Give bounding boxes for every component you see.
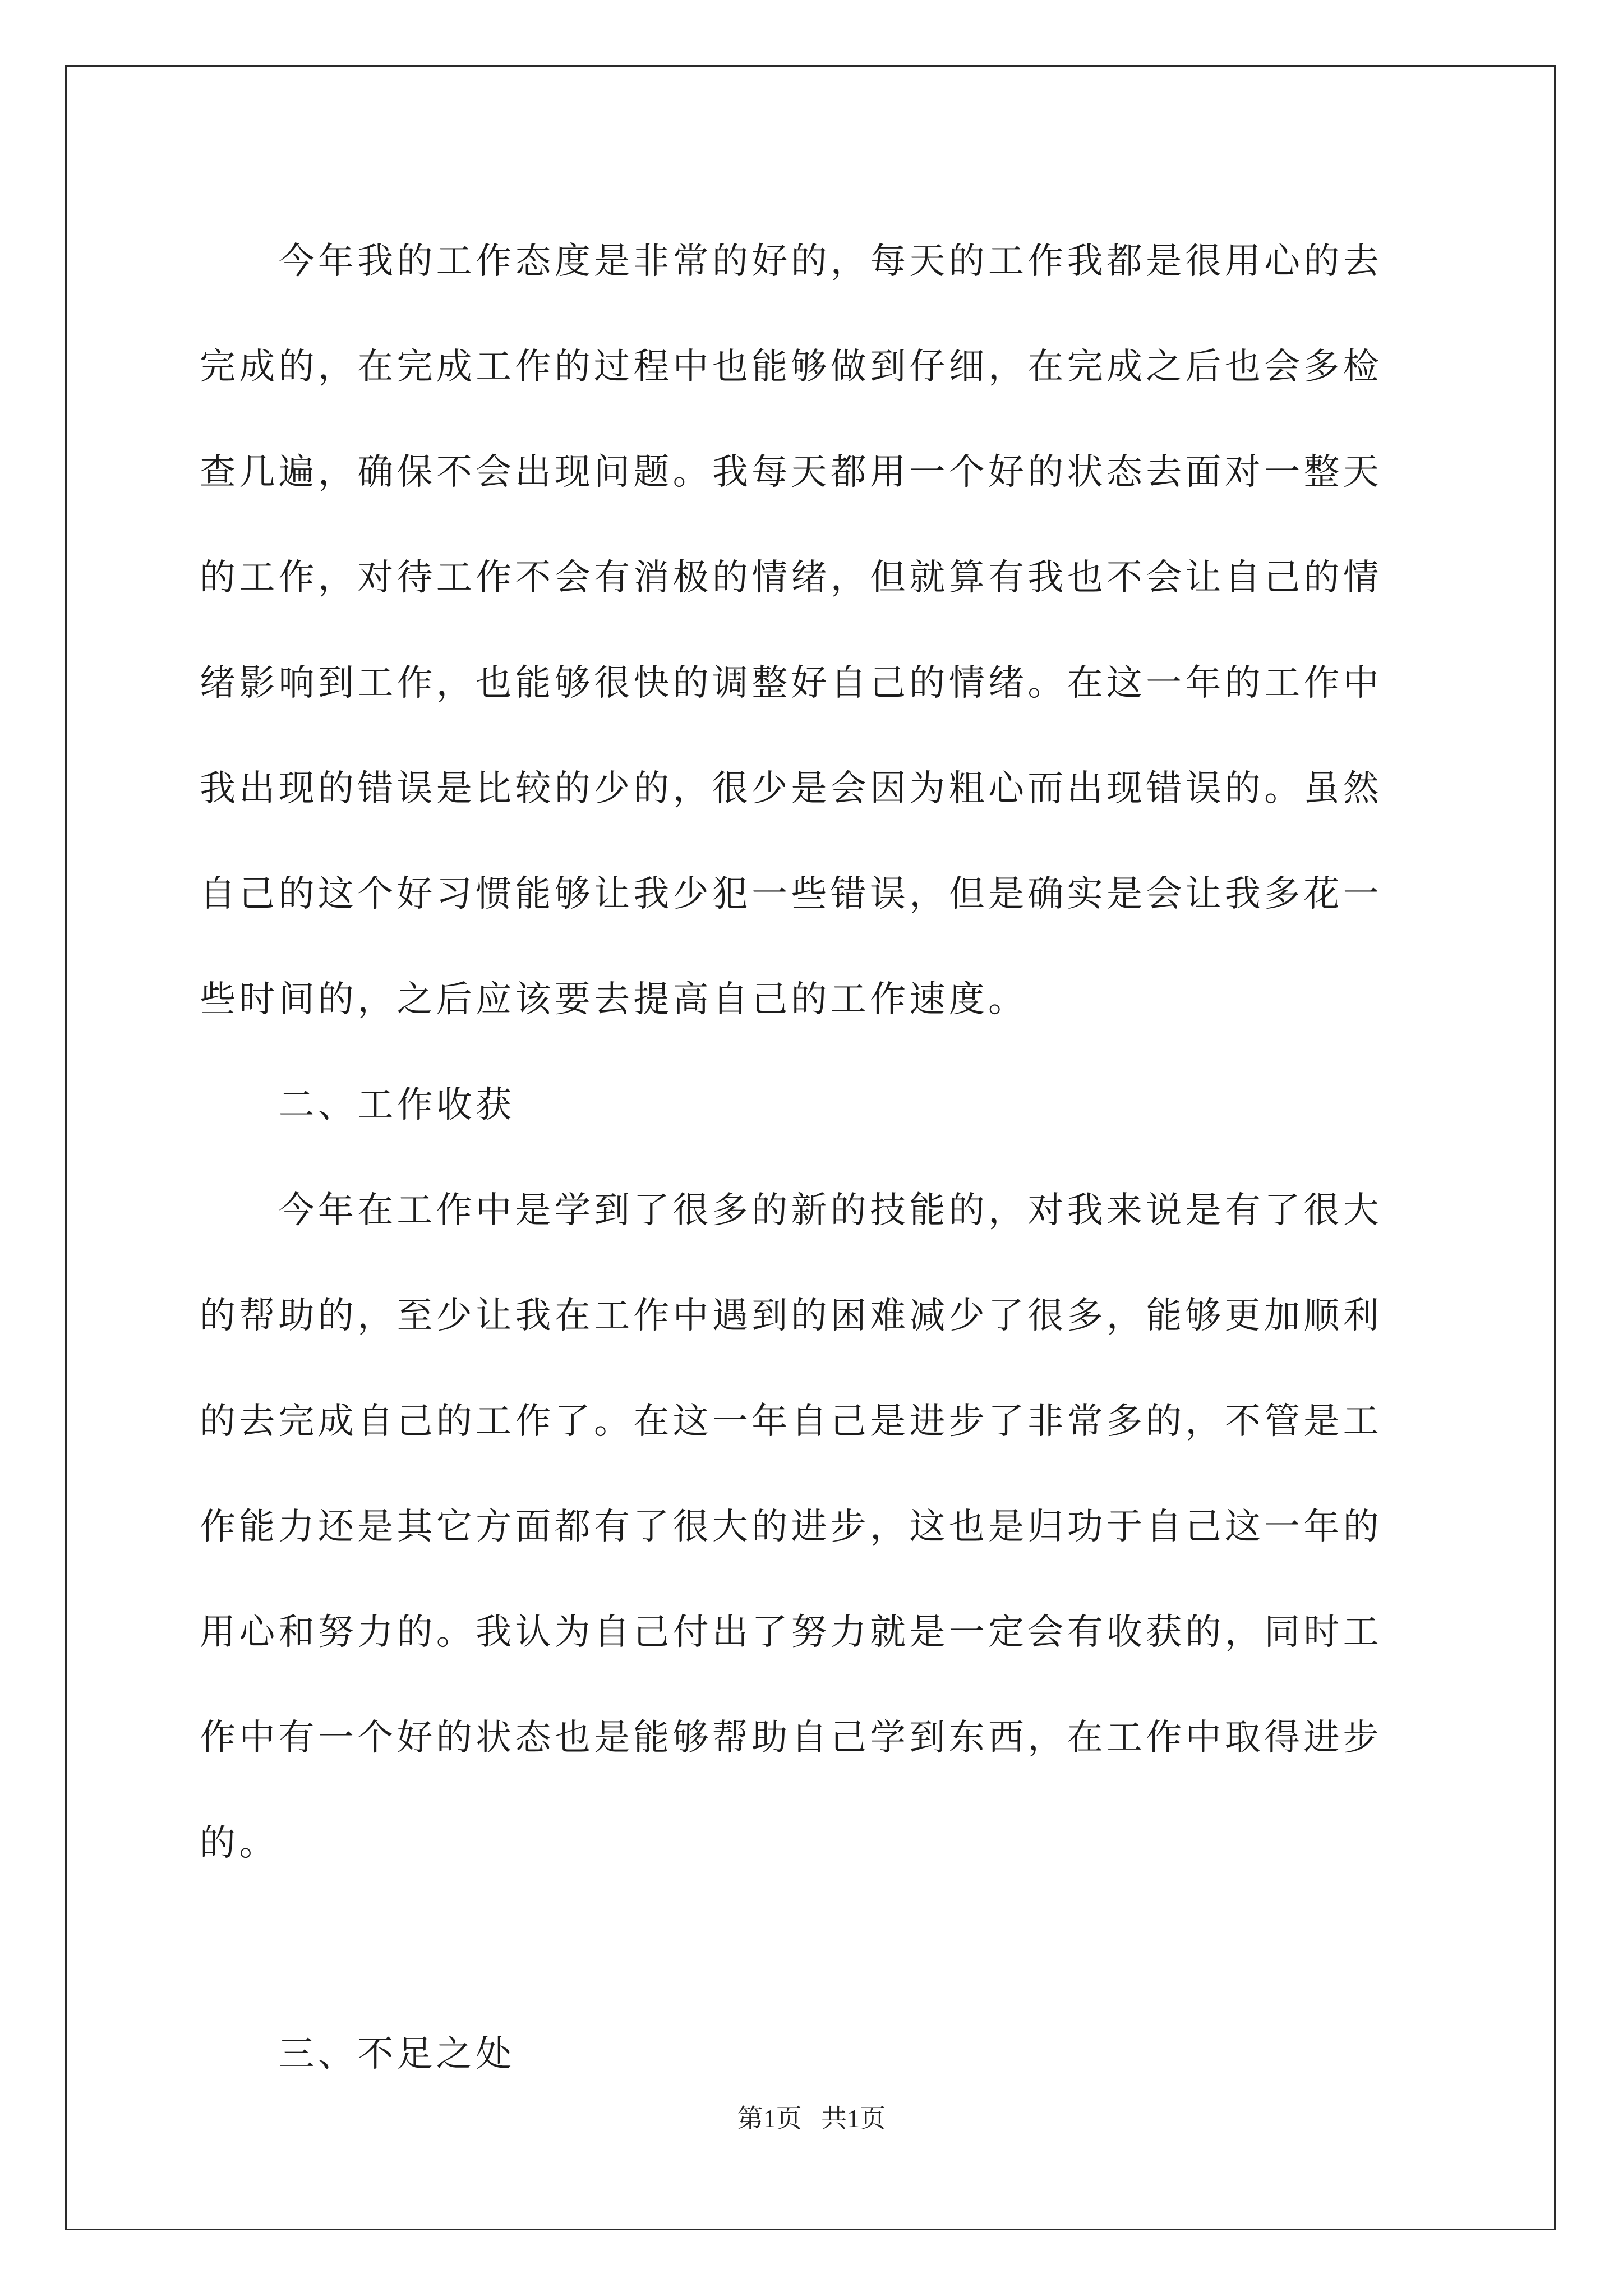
text-line: 的。 bbox=[200, 1823, 279, 1864]
text-line: 用心和努力的。我认为自己付出了努力就是一定会有收获的，同时工 bbox=[200, 1612, 1382, 1653]
text-line: 今年我的工作态度是非常的好的，每天的工作我都是很用心的去 bbox=[200, 241, 1382, 282]
text-line: 今年在工作中是学到了很多的新的技能的，对我来说是有了很大 bbox=[200, 1190, 1382, 1231]
section-heading: 三、不足之处 bbox=[200, 2033, 515, 2075]
text-line: 的工作，对待工作不会有消极的情绪，但就算有我也不会让自己的情 bbox=[200, 557, 1382, 599]
paragraph-gap bbox=[200, 1896, 1428, 2001]
text-line: 的去完成自己的工作了。在这一年自己是进步了非常多的，不管是工 bbox=[200, 1401, 1382, 1442]
text-line: 自己的这个好习惯能够让我少犯一些错误，但是确实是会让我多花一 bbox=[200, 873, 1382, 915]
text-line: 查几遍，确保不会出现问题。我每天都用一个好的状态去面对一整天 bbox=[200, 452, 1382, 493]
text-line: 的帮助的，至少让我在工作中遇到的困难减少了很多，能够更加顺利 bbox=[200, 1295, 1382, 1337]
text-line: 作中有一个好的状态也是能够帮助自己学到东西，在工作中取得进步 bbox=[200, 1717, 1382, 1759]
text-line: 完成的，在完成工作的过程中也能够做到仔细，在完成之后也会多检 bbox=[200, 346, 1382, 388]
text-line: 作能力还是其它方面都有了很大的进步，这也是归功于自己这一年的 bbox=[200, 1506, 1382, 1548]
text-line: 些时间的，之后应该要去提高自己的工作速度。 bbox=[200, 979, 1028, 1020]
text-line: 我出现的错误是比较的少的，很少是会因为粗心而出现错误的。虽然 bbox=[200, 768, 1382, 809]
page-footer: 第1页 共1页 bbox=[737, 2104, 886, 2133]
document-body bbox=[200, 209, 1428, 2107]
text-line: 绪影响到工作，也能够很快的调整好自己的情绪。在这一年的工作中 bbox=[200, 662, 1382, 704]
section-heading: 二、工作收获 bbox=[200, 1084, 515, 1126]
